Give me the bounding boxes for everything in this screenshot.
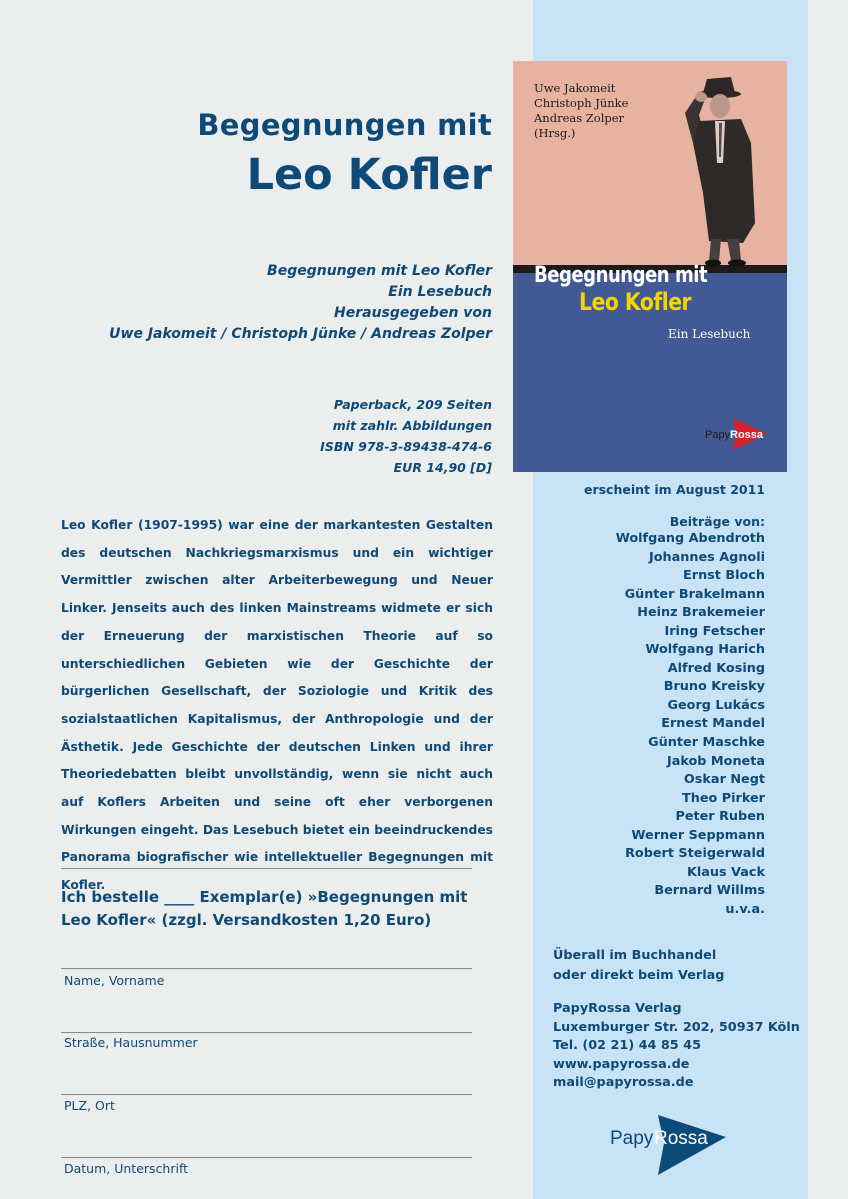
publisher-address: Luxemburger Str. 202, 50937 Köln [553,1019,800,1035]
contributor-item: u.v.a. [725,901,765,917]
contributor-item: Bruno Kreisky [663,679,765,695]
cover-editor-2: Christoph Jünke [534,96,629,110]
street-field-label: Straße, Hausnummer [64,1035,198,1050]
description-paragraph: Leo Kofler (1907-1995) war eine der markantesten Gestalten des deutschen Nachkriegsmarxismus und ein wichtiger Vermittler zwischen alter Arbeiterbewegung und Neuer Linker. Jenseits auch des linken Mainstreams widmete er sich der Erneuerung der marxistischen Theorie auf so unterschiedlichen Gebieten wie der Geschichte der bürgerlichen Gesellschaft, der Soziologie und Kritik des sozialstaatlichen Kapitalismus, der Anthropologie und der Ästhetik. Jede Geschichte der deutschen Linken und ihrer Theoriedebatten bleibt unvollständig, wenn sie nicht auch auf Koflers Arbeiten und seine oft eher verborgenen Wirkungen eingeht. Das Lesebuch bietet ein beeindruckendes Panorama biografischer wie intellektueller Begegnungen mit Kofler. [61,518,493,893]
book-cover [513,61,787,472]
publisher-name: PapyRossa Verlag [553,1001,682,1016]
contributor-item: Oskar Negt [683,772,765,788]
publisher-contact [553,1000,800,1093]
right-margin [808,0,848,1199]
city-field-label: PLZ, Ort [64,1098,115,1113]
pub-info-format: Paperback, 209 Seiten [333,397,492,412]
name-field-line[interactable] [61,968,472,969]
cover-title-line1: Begegnungen mit [534,263,708,288]
contributor-item: Ernest Mandel [661,716,765,732]
contributor-item: Werner Seppmann [631,827,765,843]
signature-field-label: Datum, Unterschrift [64,1161,189,1176]
contributor-item: Johannes Agnoli [648,549,765,565]
book-info [109,261,492,345]
contributor-item: Wolfgang Harich [645,642,765,658]
publisher-email-link[interactable]: mail@papyrossa.de [553,1075,694,1091]
contributor-item: Ernst Bloch [683,568,765,584]
contributor-item: Klaus Vack [686,864,765,880]
contributor-item: Jakob Moneta [666,753,765,769]
order-statement: Ich bestelle ____ Exemplar(e) »Begegnungen mit Leo Kofler« (zzgl. Versandkosten 1,20 Euro) [61,888,468,929]
book-info-subtitle: Ein Lesebuch [388,284,492,300]
contributor-item: Theo Pirker [682,790,765,806]
cover-logo-rossa: Rossa [730,429,764,441]
contributor-item: Iring Fetscher [664,623,765,639]
contributor-item: Alfred Kosing [667,660,765,676]
contributor-item: Peter Ruben [675,809,765,825]
book-info-title: Begegnungen mit Leo Kofler [267,263,492,279]
street-field-line[interactable] [61,1032,472,1033]
footer-logo-papy: Papy [610,1128,654,1149]
order-divider [61,868,472,869]
contributor-item: Wolfgang Abendroth [615,531,765,546]
release-date: erscheint im August 2011 [583,482,765,497]
contributor-item: Heinz Brakemeier [637,605,765,621]
publisher-logo [608,1113,730,1177]
page-title-line2: Leo Kofler [246,150,492,200]
cover-editor-1: Uwe Jakomeit [534,81,616,95]
cover-title-line2: Leo Kofler [579,288,692,316]
contributor-item: Günter Maschke [648,735,765,751]
name-field-label: Name, Vorname [64,973,165,988]
cover-subtitle: Ein Lesebuch [668,327,751,341]
contributor-item: Bernard Willms [654,883,765,899]
city-field-line[interactable] [61,1094,472,1095]
page-title-line1: Begegnungen mit [197,108,492,142]
book-info-editor-label: Herausgegeben von [334,305,492,321]
publication-info [320,394,492,478]
cover-editor-3: Andreas Zolper [534,111,625,125]
signature-field-line[interactable] [61,1157,472,1158]
contributor-item: Robert Steigerwald [625,846,765,862]
availability-line-1: Überall im Buchhandel [553,948,717,963]
pub-info-isbn: ISBN 978-3-89438-474-6 [320,439,492,454]
availability-line-2: oder direkt beim Verlag [553,967,725,983]
contributor-item: Günter Brakelmann [624,586,765,602]
leo-kofler-photo [663,73,773,268]
cover-editors [534,81,628,141]
pub-info-price: EUR 14,90 [D] [393,460,492,475]
contributors-list [525,530,765,919]
publisher-website-link[interactable]: www.papyrossa.de [553,1056,690,1072]
book-info-editors: Uwe Jakomeit / Christoph Jünke / Andreas Zolper [109,326,492,342]
cover-editor-note: (Hrsg.) [534,126,576,140]
cover-publisher-logo [703,416,773,452]
contributor-item: Georg Lukács [667,697,765,713]
cover-logo-papy: Papy [705,429,731,441]
availability-note [553,946,724,985]
contributors-heading: Beiträge von: [669,514,765,529]
pub-info-illustrations: mit zahlr. Abbildungen [332,418,492,433]
publisher-phone: Tel. (02 21) 44 85 45 [553,1038,701,1054]
footer-logo-rossa: Rossa [654,1128,708,1149]
